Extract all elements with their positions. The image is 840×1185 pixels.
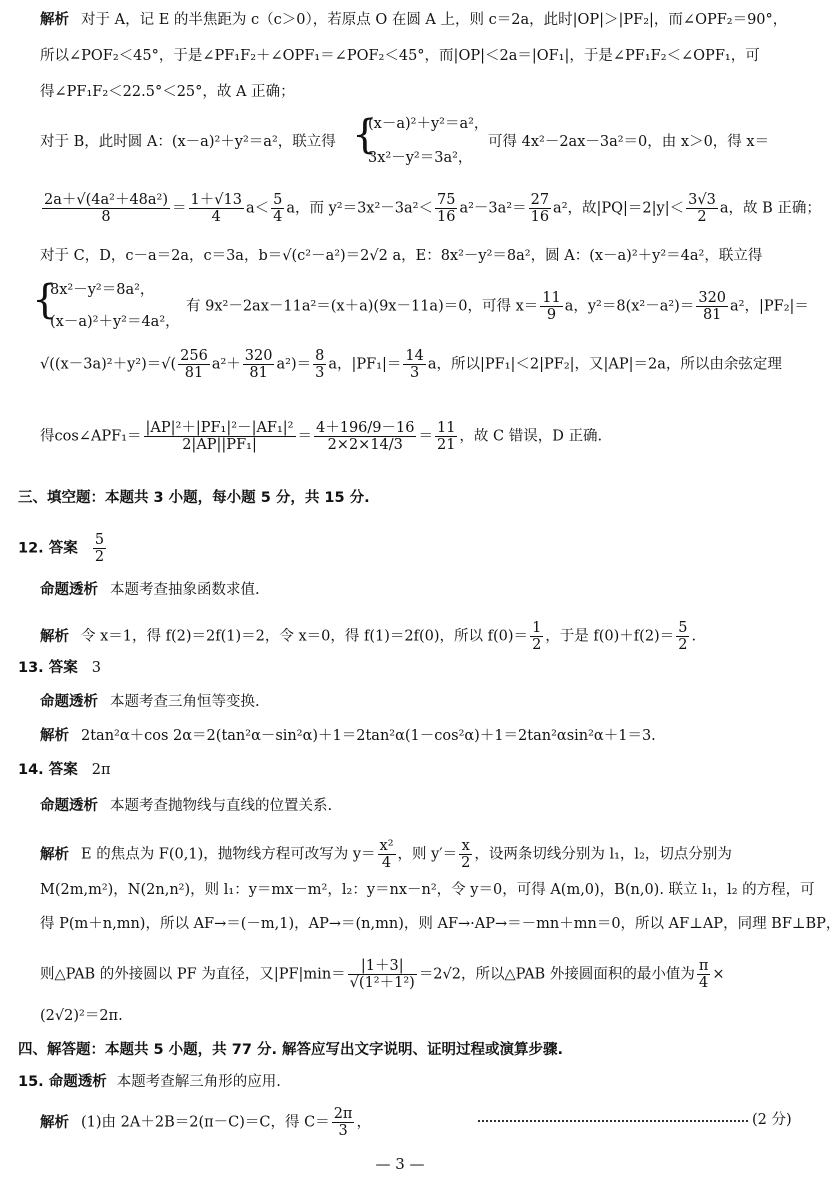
numerator: 5: [94, 532, 105, 548]
fraction: [676, 620, 689, 653]
leader-dots: [478, 1120, 748, 1122]
text: 13. 答案: [18, 660, 78, 676]
text-line: [40, 580, 774, 600]
system-brace: {: [32, 277, 58, 323]
numerator: x²: [379, 838, 394, 854]
denominator: 4: [698, 975, 709, 991]
text-line: [40, 726, 774, 746]
question-13: [18, 658, 774, 678]
text: (2√2)²＝2π.: [40, 1008, 123, 1024]
section-heading: 三、填空题：本题共 3 小题，每小题 5 分，共 15 分.: [18, 490, 370, 506]
denominator: 16: [530, 209, 550, 225]
denominator: 4: [211, 209, 221, 225]
text: E 的焦点为 F(0,1)，抛物线方程可改写为 y＝: [81, 846, 376, 863]
fraction: [530, 620, 543, 653]
text-line: [40, 192, 821, 225]
label: 命题透析: [40, 798, 98, 814]
text: 本题考查解三角形的应用.: [116, 1074, 281, 1090]
fraction: [540, 290, 562, 323]
label-jiexi: 解析: [40, 12, 69, 28]
denominator: 3: [410, 365, 420, 381]
fraction: [696, 290, 728, 323]
question-12: [18, 532, 774, 565]
numerator: 1＋√13: [190, 192, 242, 208]
numerator: 320: [698, 290, 727, 306]
numerator: 14: [405, 348, 424, 364]
denominator: 2|AP||PF₁|: [182, 437, 257, 453]
text: a，故 B 正确；: [719, 200, 821, 217]
numerator: 5: [678, 620, 688, 636]
denominator: √(1²＋1²): [349, 975, 415, 991]
points-label: (2 分): [752, 1112, 792, 1128]
text-line: [40, 10, 788, 30]
fraction: [93, 532, 106, 565]
fraction: [378, 838, 396, 871]
text: ＝2√2，所以△PAB 外接圆面积的最小值为: [418, 966, 695, 983]
denominator: 2: [678, 637, 688, 653]
text: 令 x＝1，得 f(2)＝2f(1)＝2，令 x＝0，得 f(1)＝2f(0)，所以 f(0)＝: [81, 628, 529, 645]
denominator: 2: [94, 549, 105, 565]
text: a²＋: [211, 356, 241, 373]
denominator: 4: [381, 855, 392, 871]
text: 对于 A，记 E 的半焦距为 c（c＞0），若原点 O 在圆 A 上，则 c＝2a，此时|OP|＞|PF₂|，而∠OPF₂＝90°，: [81, 12, 788, 28]
fraction: [435, 420, 457, 453]
text: a，而 y²＝3x²－3a²＜: [286, 200, 433, 217]
denominator: 2×2×14/3: [327, 437, 403, 453]
text: ＝: [297, 428, 312, 445]
numerator: |1＋3|: [348, 958, 417, 975]
fraction: [178, 348, 210, 381]
page-number: — 3 —: [375, 1155, 425, 1173]
text-line: [40, 348, 782, 381]
text: √((x－3a)²＋y²)＝√(: [40, 356, 177, 373]
text-line: [40, 692, 774, 712]
text: ，故 C 错误，D 正确.: [459, 428, 603, 445]
text: a²)＝: [276, 356, 312, 373]
text: 本题考查三角恒等变换.: [110, 694, 260, 710]
numerator: 5: [273, 192, 283, 208]
numerator: 256: [180, 348, 208, 364]
text: ＝: [172, 200, 187, 217]
text-line: [40, 914, 840, 934]
label: 解析: [40, 846, 69, 863]
denominator: 81: [184, 365, 204, 381]
text: 则△PAB 的外接圆以 PF 为直径，又|PF|min＝: [40, 966, 346, 983]
text-line: 有 9x²－2ax－11a²＝(x＋a)(9x－11a)＝0，可得 x＝ $\frac{11}{9}$ a，y²＝8(x²－a²)＝ $\frac{320}{81}$ a²，|PF₂|＝: [186, 290, 809, 323]
equation: (x－a)²＋y²＝a²，: [368, 116, 489, 132]
numerator: 27: [530, 192, 550, 208]
equation: 8x²－y²＝8a²，: [50, 282, 155, 298]
text-line: [40, 620, 774, 653]
fraction: [314, 420, 416, 453]
text: 对于 B，此时圆 A：(x－a)²＋y²＝a²，联立得: [40, 134, 336, 150]
text: 得∠PF₁F₂＜22.5°＜25°，故 A 正确；: [40, 84, 295, 100]
fraction: [459, 838, 472, 871]
label: 命题透析: [40, 582, 98, 598]
numerator: 11: [542, 290, 561, 306]
text: 所以∠POF₂＜45°，于是∠PF₁F₂＋∠OPF₁＝∠POF₂＜45°，而|OP|＜2a＝|OF₁|，于是∠PF₁F₂＜∠OPF₁，可: [40, 48, 760, 64]
label: 命题透析: [40, 694, 98, 710]
text: 对于 C，D，c－a＝2a，c＝3a，b＝√(c²－a²)＝2√2 a，E：8x²－y²＝8a²，圆 A：(x－a)²＋y²＝4a²，联立得: [40, 248, 763, 264]
text: a＜: [245, 200, 270, 217]
text: ，设两条切线分别为 l₁，l₂，切点分别为: [474, 846, 732, 863]
text: ，则 y′＝: [397, 846, 458, 863]
numerator: π: [698, 958, 709, 974]
text-line: [40, 880, 815, 900]
numerator: 3√3: [688, 192, 716, 208]
text: a²－3a²＝: [459, 200, 527, 217]
denominator: 4: [273, 209, 283, 225]
text: 2tan²α＋cos 2α＝2(tan²α－sin²α)＋1＝2tan²α(1－cos²α)＋1＝2tan²αsin²α＋1＝3.: [81, 728, 656, 744]
text-line: [40, 246, 774, 266]
equation: 3x²－y²＝3a²，: [368, 150, 473, 166]
label: 解析: [40, 628, 69, 645]
text-line: [40, 796, 774, 816]
text: 15. 命题透析: [18, 1074, 107, 1090]
fraction: [42, 192, 170, 225]
denominator: 2: [532, 637, 542, 653]
text: ＝: [418, 428, 433, 445]
text: 12. 答案: [18, 540, 78, 557]
question-15: [18, 1072, 774, 1092]
fraction: [686, 192, 718, 225]
label: 解析: [40, 728, 69, 744]
fraction: [144, 420, 296, 453]
denominator: 81: [702, 307, 722, 323]
fraction: [243, 348, 275, 381]
text: (1)由 2A＋2B＝2(π－C)＝C，得 C＝: [81, 1114, 330, 1131]
numerator: 75: [437, 192, 456, 208]
label: 解析: [40, 1114, 69, 1131]
text: 3: [91, 660, 101, 676]
numerator: |AP|²＋|PF₁|²－|AF₁|²: [145, 420, 294, 436]
denominator: 8: [101, 209, 111, 225]
denominator: 81: [249, 365, 268, 381]
denominator: 9: [546, 307, 557, 323]
fraction: [189, 192, 244, 225]
text: .: [691, 628, 697, 645]
text: 本题考查抽象函数求值.: [110, 582, 260, 598]
text-line: [40, 420, 774, 453]
numerator: 11: [436, 420, 456, 436]
fraction: [403, 348, 425, 381]
text: a，|PF₁|＝: [328, 356, 402, 373]
text: ×: [712, 966, 725, 983]
numerator: 8: [315, 348, 325, 364]
numerator: 320: [244, 348, 273, 364]
numerator: 2π: [333, 1106, 353, 1122]
text: M(2m,m²)，N(2n,n²)，则 l₁：y＝mx－m²，l₂：y＝nx－n²，令 y＝0，可得 A(m,0)，B(n,0). 联立 l₁，l₂ 的方程，可: [40, 882, 815, 898]
text: 本题考查抛物线与直线的位置关系.: [110, 798, 333, 814]
text: a，所以|PF₁|＜2|PF₂|，又|AP|＝2a，所以由余弦定理: [427, 356, 782, 373]
text: a²，故|PQ|＝2|y|＜: [553, 200, 685, 217]
text-line: [40, 958, 774, 991]
text-line: [40, 46, 774, 66]
fraction: [697, 958, 711, 991]
denominator: 21: [436, 437, 456, 453]
equation: (x－a)²＋y²＝4a²，: [50, 314, 180, 330]
fraction: [529, 192, 551, 225]
text: ，于是 f(0)＋f(2)＝: [545, 628, 675, 645]
fraction: [348, 958, 417, 991]
fraction: [313, 348, 326, 381]
text: 可得 4x²－2ax－3a²＝0，由 x＞0，得 x＝: [488, 134, 770, 150]
denominator: 3: [315, 365, 325, 381]
fraction: [271, 192, 284, 225]
denominator: 2: [697, 209, 707, 225]
text: 得cos∠APF₁＝: [40, 428, 142, 445]
question-14: [18, 760, 774, 780]
text: 14. 答案: [18, 762, 78, 778]
numerator: 4＋196/9－16: [316, 420, 415, 436]
numerator: 1: [532, 620, 542, 636]
text-line: [40, 1106, 371, 1139]
text-line: [40, 838, 774, 871]
numerator: x: [459, 838, 472, 855]
text: ，: [356, 1114, 371, 1131]
denominator: 3: [338, 1123, 348, 1139]
text: 2π: [91, 762, 111, 778]
text-line: [40, 1006, 774, 1026]
fraction: [435, 192, 457, 225]
text-line: [40, 82, 774, 102]
section-heading: 四、解答题：本题共 5 小题，共 77 分. 解答应写出文字说明、证明过程或演算步骤.: [18, 1042, 564, 1058]
denominator: 16: [437, 209, 456, 225]
text: 得 P(m＋n,mn)，所以 AF→＝(－m,1)，AP→＝(n,mn)，则 AF→·AP→＝－mn＋mn＝0，所以 AF⊥AP，同理 BF⊥BP，: [40, 916, 840, 932]
numerator: 2a＋√(4a²＋48a²): [44, 192, 169, 208]
denominator: 2: [461, 855, 471, 871]
system-brace: {: [352, 112, 378, 158]
fraction: [332, 1106, 355, 1139]
